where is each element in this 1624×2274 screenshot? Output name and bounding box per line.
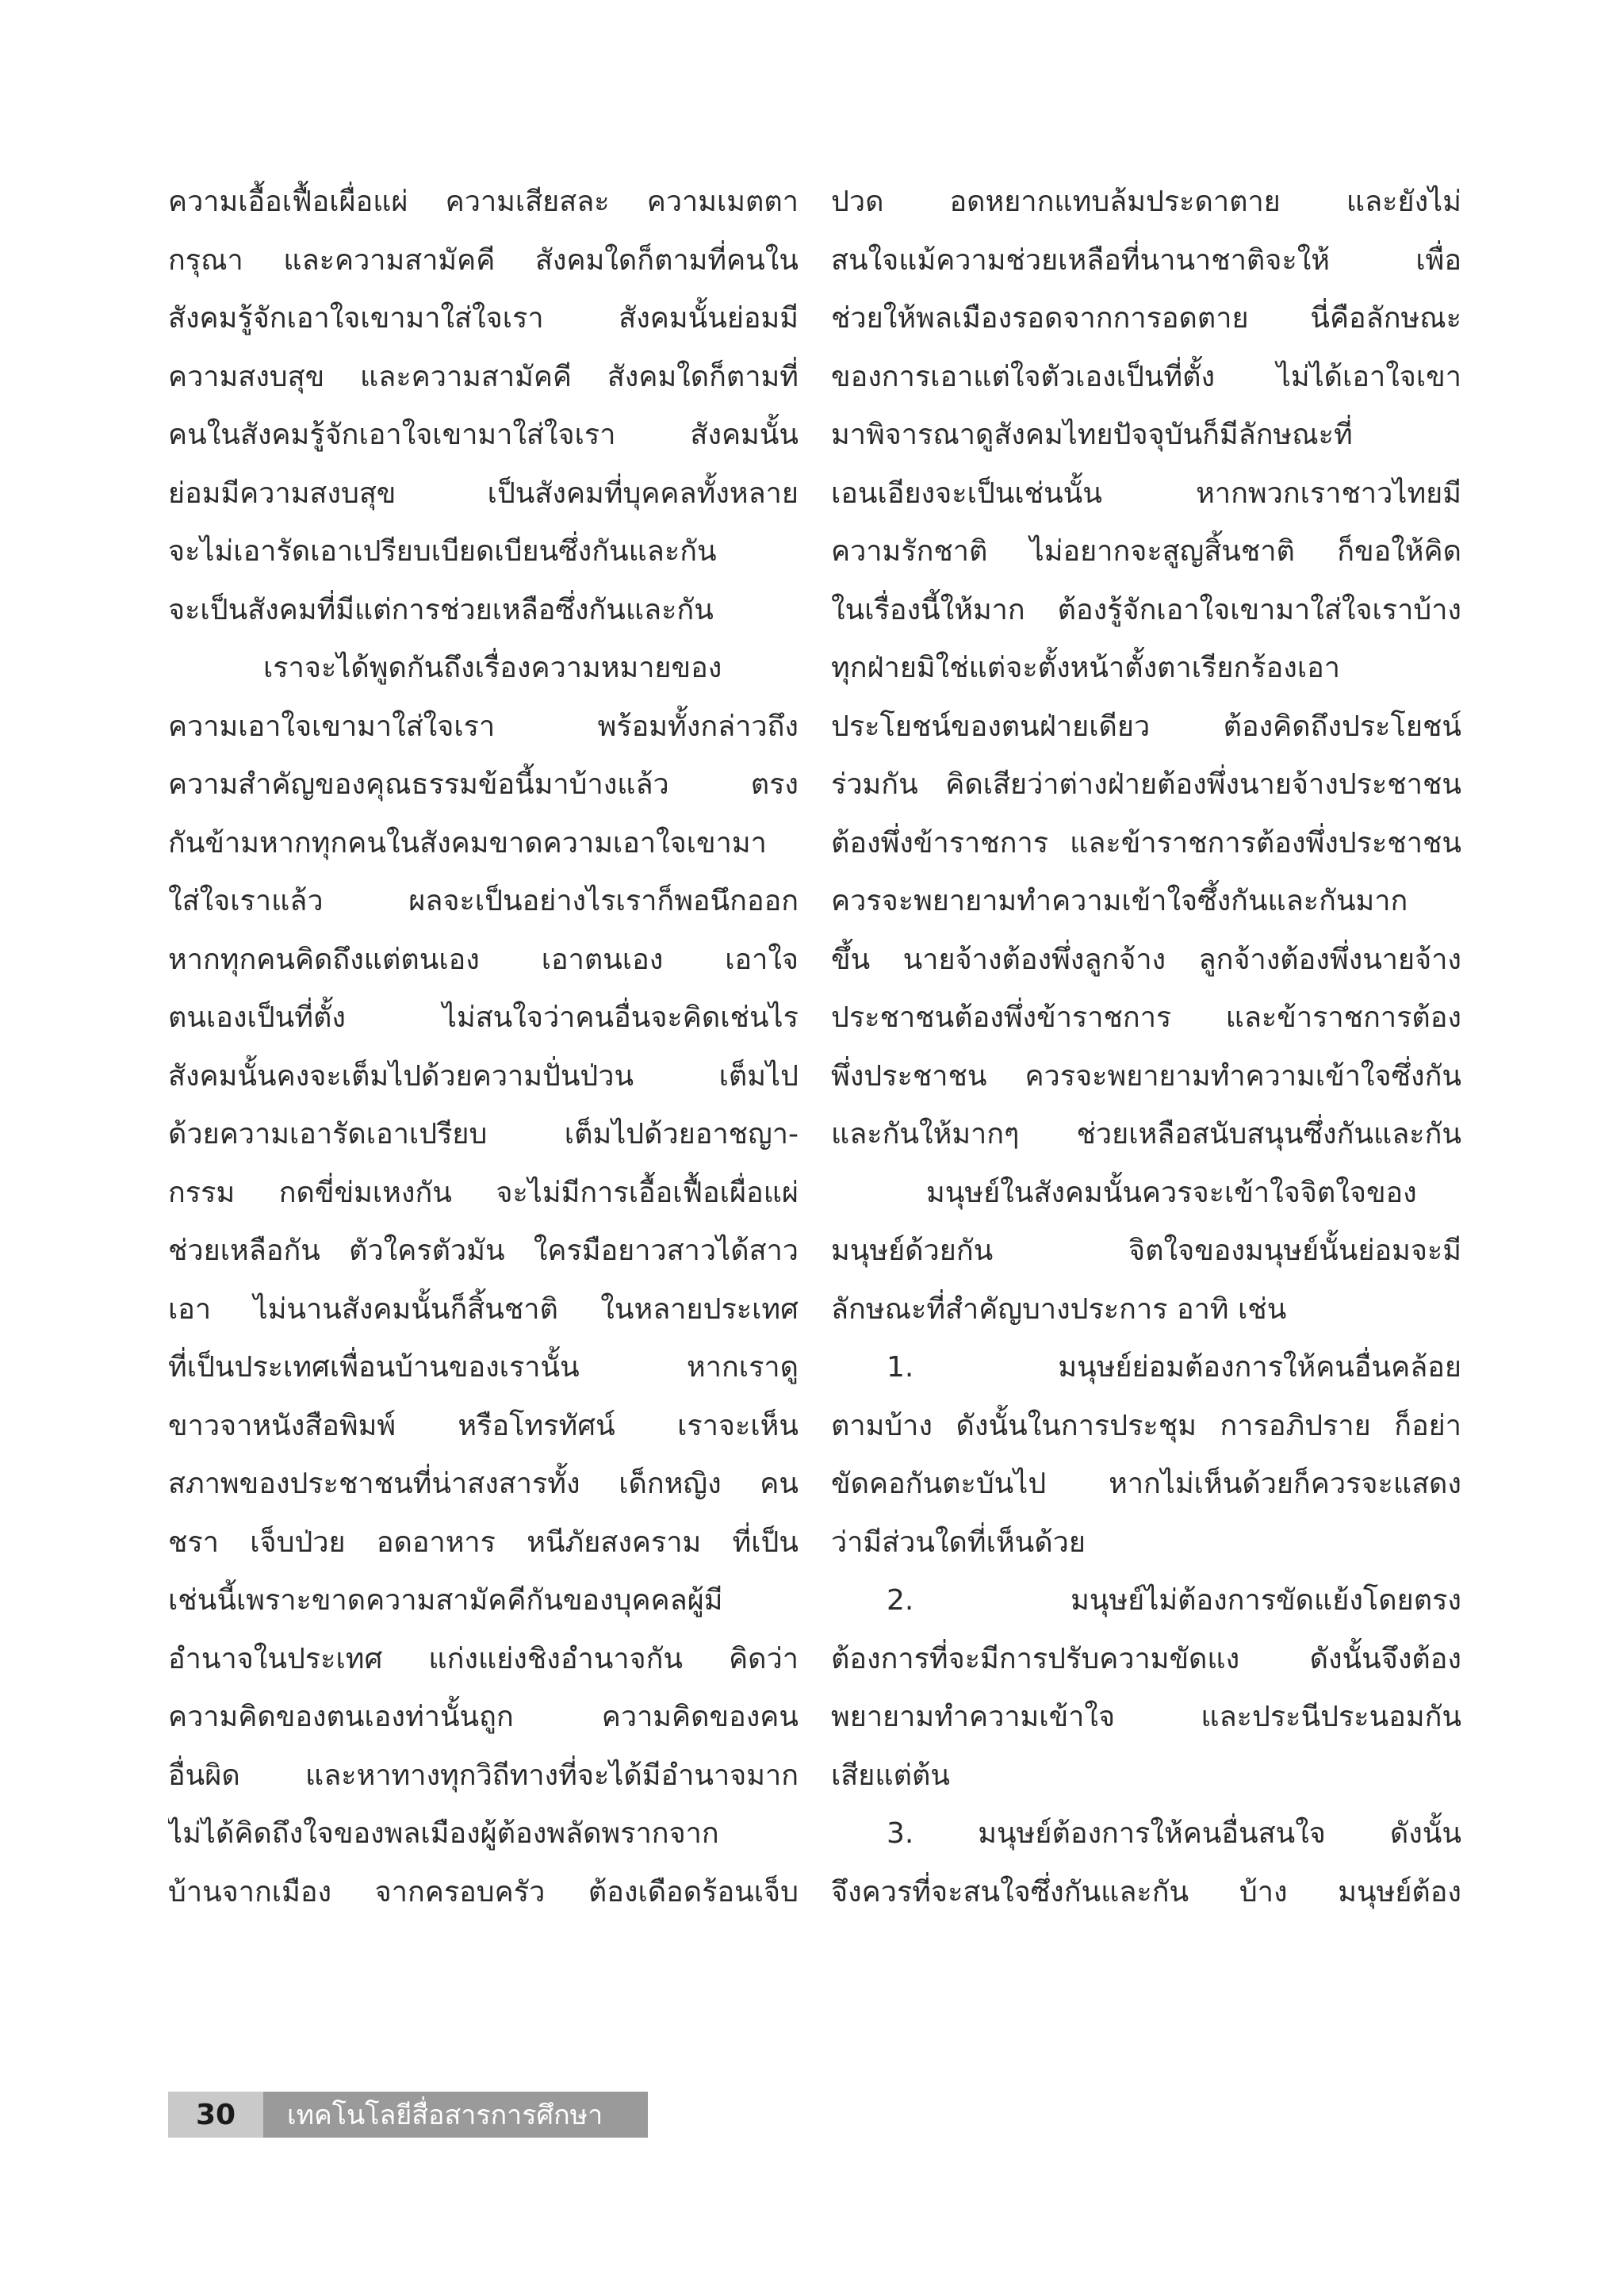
text-line: ขัดคอกันตะบันไป หากไม่เห็นด้วยก็ควรจะแสดง xyxy=(831,1468,1461,1500)
paragraph-start-line: เราจะได้พูดกันถึงเรื่องความหมายของ xyxy=(263,652,722,684)
text-line: ในเรื่องนี้ให้มาก ต้องรู้จักเอาใจเขามาใส่ใจเราบ้าง xyxy=(831,593,1461,626)
text-line: ไม่ได้คิดถึงใจของพลเมืองผู้ต้องพลัดพรากจาก xyxy=(168,1817,719,1850)
text-line: ช่วยเหลือกัน ตัวใครตัวมัน ใครมือยาวสาวได้สาว xyxy=(168,1235,799,1267)
text-line: พยายามทำความเข้าใจ และประนีประนอมกัน xyxy=(831,1701,1461,1733)
text-line: ย่อมมีความสงบสุข เป็นสังคมที่บุคคลทั้งหลาย xyxy=(168,477,799,510)
text-line: เช่นนี้เพราะขาดความสามัคคีกันของบุคคลผู้มี xyxy=(168,1584,723,1617)
text-line: ขาวจาหนังสือพิมพ์ หรือโทรทัศน์ เราจะเห็น xyxy=(168,1409,799,1442)
text-line: ใส่ใจเราแล้ว ผลจะเป็นอย่างไรเราก็พอนึกออก xyxy=(168,885,799,917)
journal-name: เทคโนโลยีสื่อสารการศึกษา xyxy=(263,2092,648,2138)
text-line: อื่นผิด และหาทางทุกวิถีทางที่จะได้มีอำนาจมาก xyxy=(168,1759,799,1792)
text-line: กันข้ามหากทุกคนในสังคมขาดความเอาใจเขามา xyxy=(168,826,767,859)
text-line: จึงควรที่จะสนใจซึ่งกันและกัน บ้าง มนุษย์ต้อง xyxy=(831,1875,1461,1908)
text-line: มนุษย์ด้วยกัน จิตใจของมนุษย์นั้นย่อมจะมี xyxy=(831,1235,1461,1267)
text-line: สังคมรู้จักเอาใจเขามาใส่ใจเรา สังคมนั้นย่อมมี xyxy=(168,302,799,335)
text-line: จะไม่เอารัดเอาเปรียบเบียดเบียนซึ่งกันและกัน xyxy=(168,535,717,568)
text-line: ประชาชนต้องพึ่งข้าราชการ และข้าราชการต้อง xyxy=(831,1001,1461,1034)
text-line: เสียแต่ต้น xyxy=(831,1759,950,1792)
text-line: ประโยชน์ของตนฝ่ายเดียว ต้องคิดถึงประโยชน์ xyxy=(831,710,1461,743)
text-line: กรุณา และความสามัคคี สังคมใดก็ตามที่คนใน xyxy=(168,243,799,277)
text-line: จะเป็นสังคมที่มีแต่การช่วยเหลือซึ่งกันและกัน xyxy=(168,593,714,626)
text-line: ต้องพึ่งข้าราชการ และข้าราชการต้องพึ่งประชาชน xyxy=(831,826,1461,859)
text-line: พึ่งประชาชน ควรจะพยายามทำความเข้าใจซึ่งกัน xyxy=(831,1059,1461,1093)
text-line: สนใจแม้ความช่วยเหลือที่นานาชาติจะให้ เพื่อ xyxy=(831,243,1461,277)
text-line: เอา ไม่นานสังคมนั้นก็สิ้นชาติ ในหลายประเทศ xyxy=(168,1292,799,1326)
paragraph-start-line: มนุษย์ในสังคมนั้นควรจะเข้าใจจิตใจของ xyxy=(926,1176,1417,1209)
text-line: เอนเอียงจะเป็นเช่นนั้น หากพวกเราชาวไทยมี xyxy=(831,477,1461,510)
text-line: อำนาจในประเทศ แก่งแย่งชิงอำนาจกัน คิดว่า xyxy=(168,1642,799,1675)
list-item-3-start: 3. มนุษย์ต้องการให้คนอื่นสนใจ ดังนั้น xyxy=(887,1817,1461,1850)
text-line: ว่ามีส่วนใดที่เห็นด้วย xyxy=(831,1526,1086,1559)
text-line: ตามบ้าง ดังนั้นในการประชุม การอภิปราย ก็อย่า xyxy=(831,1409,1461,1442)
text-line: ปวด อดหยากแทบล้มประดาตาย และยังไม่ xyxy=(831,186,1461,218)
text-line: ร่วมกัน คิดเสียว่าต่างฝ่ายต้องพึ่งนายจ้างประชาชน xyxy=(831,768,1461,801)
text-line: ทุกฝ่ายมิใช่แต่จะตั้งหน้าตั้งตาเรียกร้องเอา xyxy=(831,652,1340,684)
text-line: ด้วยความเอารัดเอาเปรียบ เต็มไปด้วยอาชญา- xyxy=(168,1118,799,1150)
text-line: ความคิดของตนเองท่านั้นถูก ความคิดของคน xyxy=(168,1701,799,1733)
text-line: ตนเองเป็นที่ตั้ง ไม่สนใจว่าคนอื่นจะคิดเช่นไร xyxy=(168,1001,799,1034)
text-line: สภาพของประชาชนที่น่าสงสารทั้ง เด็กหญิง คน xyxy=(168,1468,799,1500)
text-line: ความรักชาติ ไม่อยากจะสูญสิ้นชาติ ก็ขอให้คิด xyxy=(831,535,1461,568)
text-line: มาพิจารณาดูสังคมไทยปัจจุบันก็มีลักษณะที่ xyxy=(831,419,1353,451)
list-item-2-start: 2. มนุษย์ไม่ต้องการขัดแย้งโดยตรง xyxy=(887,1584,1461,1617)
text-line: ลักษณะที่สำคัญบางประการ อาทิ เช่น xyxy=(831,1292,1287,1326)
text-line: บ้านจากเมือง จากครอบครัว ต้องเดือดร้อนเจ็บ xyxy=(168,1875,799,1908)
list-item-1-start: 1. มนุษย์ย่อมต้องการให้คนอื่นคล้อย xyxy=(887,1351,1461,1384)
text-line: สังคมนั้นคงจะเต็มไปด้วยความปั่นป่วน เต็มไป xyxy=(168,1059,799,1093)
left-text-column xyxy=(168,173,799,1921)
text-line: ที่เป็นประเทศเพื่อนบ้านของเรานั้น หากเราดู xyxy=(168,1351,799,1384)
text-line: ความสำคัญของคุณธรรมข้อนี้มาบ้างแล้ว ตรง xyxy=(168,768,799,801)
text-line: ควรจะพยายามทำความเข้าใจซึ้งกันและกันมาก xyxy=(831,885,1408,917)
text-line: กรรม กดขี่ข่มเหงกัน จะไม่มีการเอื้อเฟื้อเผื่อแผ่ xyxy=(168,1176,799,1209)
text-line: ความเอื้อเฟื้อเผื่อแผ่ ความเสียสละ ความเมตตา xyxy=(168,186,799,218)
text-line: ความเอาใจเขามาใส่ใจเรา พร้อมทั้งกล่าวถึง xyxy=(168,710,799,743)
right-text-column xyxy=(831,173,1461,1921)
text-line: คนในสังคมรู้จักเอาใจเขามาใส่ใจเรา สังคมนั้น xyxy=(168,419,799,451)
page-footer xyxy=(168,2092,648,2138)
text-line: ชรา เจ็บป่วย อดอาหาร หนีภัยสงคราม ที่เป็น xyxy=(168,1526,799,1559)
text-line: ของการเอาแต่ใจตัวเองเป็นที่ตั้ง ไม่ได้เอาใจเขา xyxy=(831,360,1461,393)
text-line: ช่วยให้พลเมืองรอดจากการอดตาย นี่คือลักษณะ xyxy=(831,302,1461,335)
text-line: ต้องการที่จะมีการปรับความขัดแง ดังนั้นจึงต้อง xyxy=(831,1642,1461,1675)
text-line: ขึ้น นายจ้างต้องพึ่งลูกจ้าง ลูกจ้างต้องพึ่งนายจ้าง xyxy=(831,943,1461,976)
text-line: หากทุกคนคิดถึงแต่ตนเอง เอาตนเอง เอาใจ xyxy=(168,943,799,976)
text-line: ความสงบสุข และความสามัคคี สังคมใดก็ตามที่ xyxy=(168,360,799,393)
page-number: 30 xyxy=(168,2092,263,2138)
text-line: และกันให้มากๆ ช่วยเหลือสนับสนุนซึ่งกันและกัน xyxy=(831,1118,1461,1150)
